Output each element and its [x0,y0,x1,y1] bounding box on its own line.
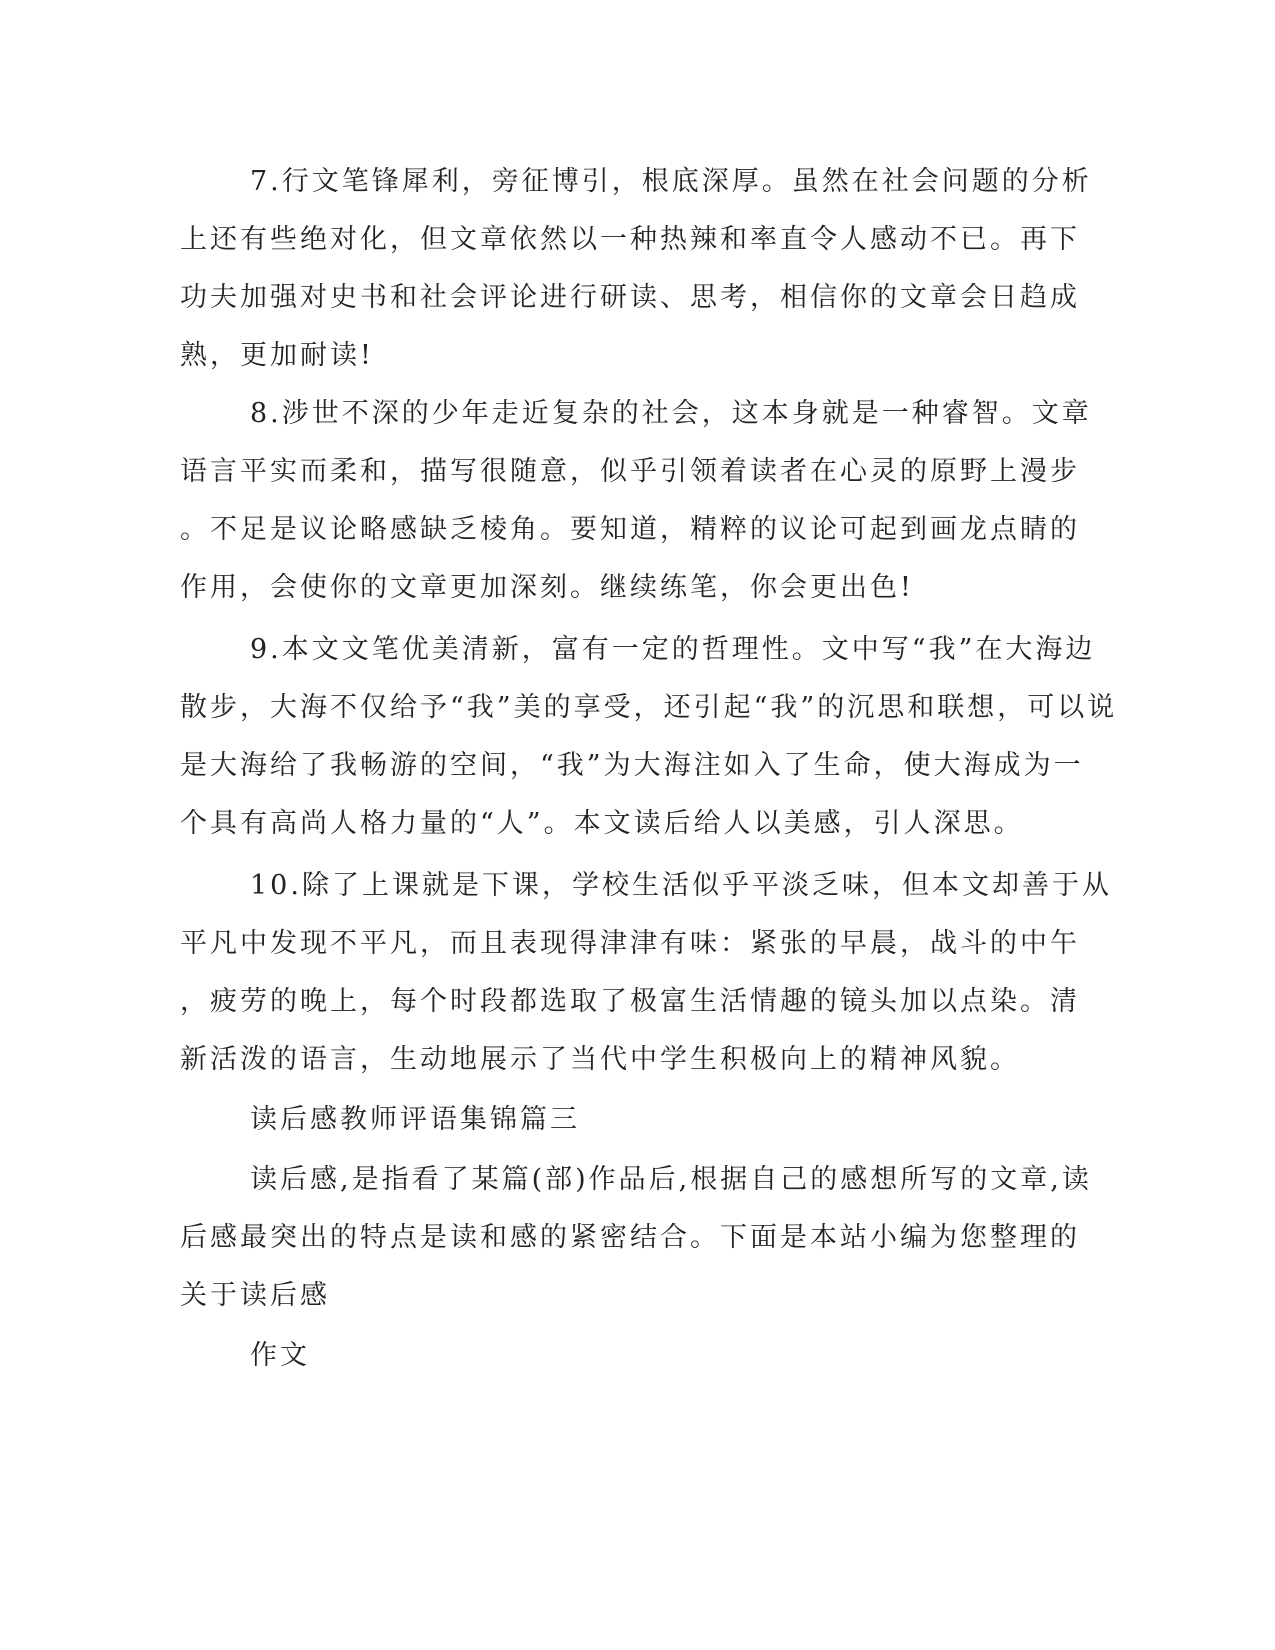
comment-9-line-4: 个具有高尚人格力量的“人”。本文读后给人以美感，引人深思。 [180,808,1024,839]
comment-7-line-3: 功夫加强对史书和社会评论进行研读、思考，相信你的文章会日趋成 [180,282,1080,313]
comment-8-line-1: 8.涉世不深的少年走近复杂的社会，这本身就是一种睿智。文章 [250,398,1092,429]
comment-7-line-1: 7.行文笔锋犀利，旁征博引，根底深厚。虽然在社会问题的分析 [250,166,1092,197]
intro-line-1: 读后感,是指看了某篇(部)作品后,根据自己的感想所写的文章,读 [250,1164,1092,1195]
comment-7-line-2: 上还有些绝对化，但文章依然以一种热辣和率直令人感动不已。再下 [180,224,1080,255]
comment-9-line-2: 散步，大海不仅给予“我”美的享受，还引起“我”的沉思和联想，可以说 [180,692,1118,723]
comment-10-line-1: 10.除了上课就是下课，学校生活似乎平淡乏味，但本文却善于从 [250,870,1112,901]
intro-line-4: 作文 [250,1340,310,1371]
comment-10-line-2: 平凡中发现不平凡，而且表现得津津有味：紧张的早晨，战斗的中午 [180,928,1080,959]
comment-7-line-4: 熟，更加耐读! [180,340,374,371]
comment-8-line-2: 语言平实而柔和，描写很随意，似乎引领着读者在心灵的原野上漫步 [180,456,1080,487]
comment-10-line-4: 新活泼的语言，生动地展示了当代中学生积极向上的精神风貌。 [180,1044,1020,1075]
comment-9-line-3: 是大海给了我畅游的空间，“我”为大海注如入了生命，使大海成为一 [180,750,1084,781]
comment-10-line-3: ，疲劳的晚上，每个时段都选取了极富生活情趣的镜头加以点染。清 [180,986,1080,1017]
comment-9-line-1: 9.本文文笔优美清新，富有一定的哲理性。文中写“我”在大海边 [250,634,1096,665]
comment-8-line-4: 作用，会使你的文章更加深刻。继续练笔，你会更出色! [180,572,914,603]
intro-line-3: 关于读后感 [180,1280,330,1311]
section-heading: 读后感教师评语集锦篇三 [250,1104,580,1135]
intro-line-2: 后感最突出的特点是读和感的紧密结合。下面是本站小编为您整理的 [180,1222,1080,1253]
comment-8-line-3: 。不足是议论略感缺乏棱角。要知道，精粹的议论可起到画龙点睛的 [180,514,1080,545]
